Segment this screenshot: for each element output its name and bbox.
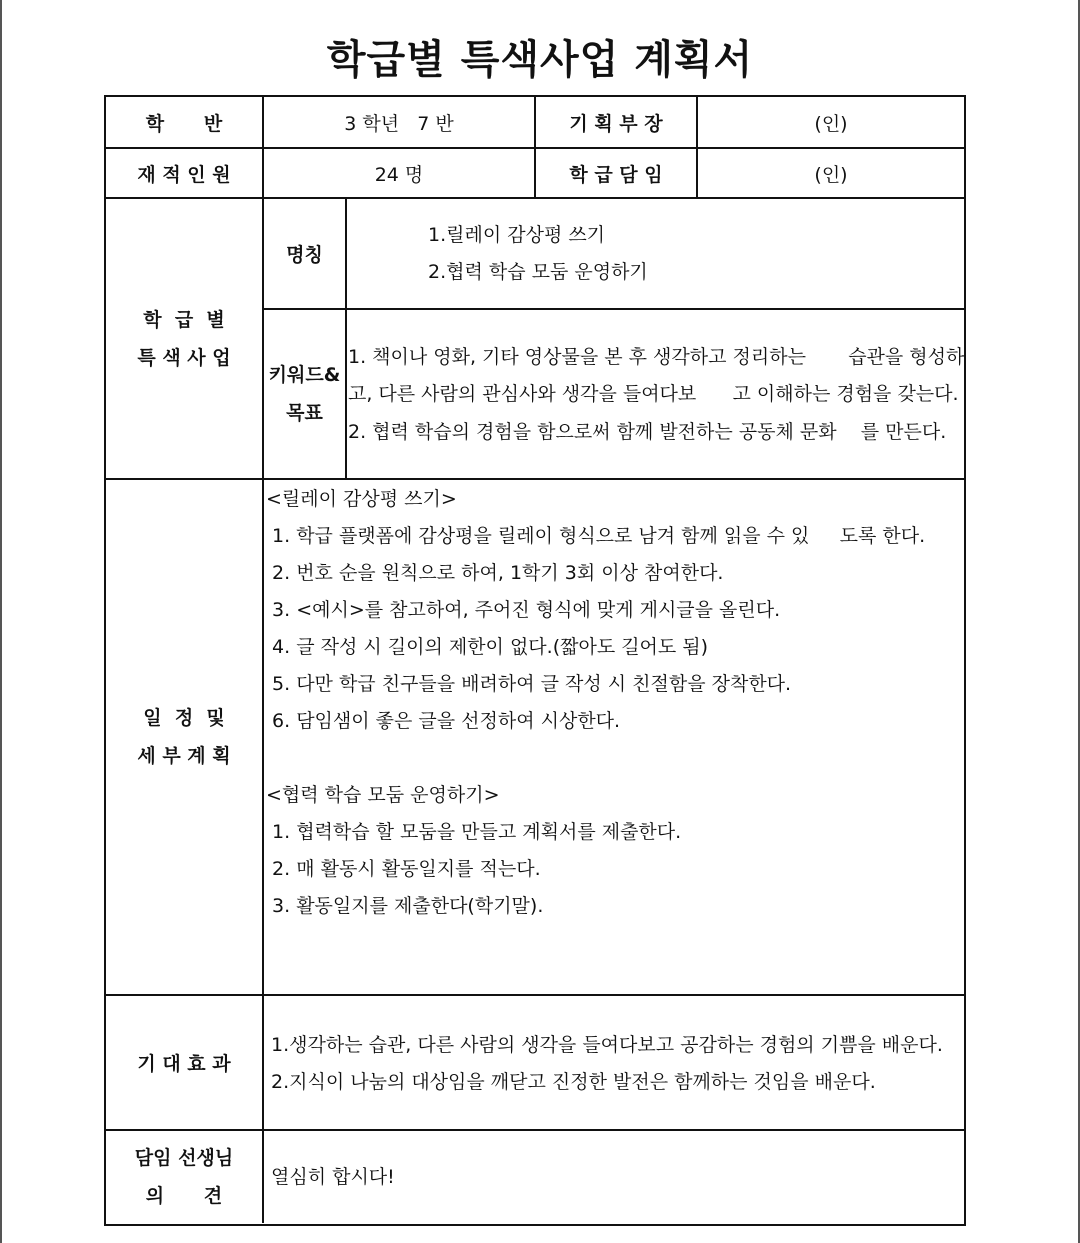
opinion-text: 열심히 합시다!	[271, 1166, 395, 1188]
keyword-label-line: 키워드&	[268, 364, 341, 386]
opinion-label	[106, 1131, 262, 1223]
effect-line: 1.생각하는 습관, 다른 사람의 생각을 들여다보고 공감하는 경험의 기쁨을 배운다.	[271, 1034, 943, 1056]
planner-seal: (인)	[814, 112, 848, 135]
class-label: 학 반	[145, 112, 223, 135]
schedule-label-line: 일 정 및	[143, 707, 225, 729]
goal-line: 1. 책이나 영화, 기타 영상물을 본 후 생각하고 정리하는 습관을 형성하	[348, 346, 965, 368]
goal-line: 2. 협력 학습의 경험을 함으로써 함께 발전하는 공동체 문화 를 만든다.	[348, 421, 947, 443]
opinion-label-line: 의 견	[145, 1185, 223, 1207]
keyword-label-line: 목표	[286, 402, 323, 424]
schedule-item: 1. 학급 플랫폼에 감상평을 릴레이 형식으로 남겨 함께 읽을 수 있 도록 한다.	[266, 525, 926, 547]
schedule-item: 3. <예시>를 참고하여, 주어진 형식에 맞게 게시글을 올린다.	[266, 599, 781, 621]
homeroom-label: 학 급 담 임	[569, 163, 663, 186]
left-border	[0, 0, 2, 1243]
project-name: 1.릴레이 감상평 쓰기	[428, 224, 606, 246]
project-name: 2.협력 학습 모둠 운영하기	[428, 261, 648, 283]
document-title: 학급별 특색사업 계획서	[326, 37, 754, 83]
goal-line: 고, 다른 사람의 관심사와 생각을 들여다보 고 이해하는 경험을 갖는다.	[348, 383, 959, 405]
plan-form-table	[104, 95, 966, 1226]
schedule-item: 2. 번호 순을 원칙으로 하여, 1학기 3회 이상 참여한다.	[266, 562, 724, 584]
schedule-label	[106, 480, 262, 994]
class-value: 3 학년 7 반	[344, 112, 454, 135]
keyword-goal-label	[264, 310, 345, 478]
opinion-label-line: 담임 선생님	[134, 1147, 234, 1169]
schedule-heading: <협력 학습 모둠 운영하기>	[266, 784, 500, 806]
project-label	[106, 199, 262, 478]
name-label: 명칭	[286, 244, 323, 266]
project-label-line: 특 색 사 업	[137, 346, 231, 369]
homeroom-seal: (인)	[814, 163, 848, 186]
schedule-heading: <릴레이 감상평 쓰기>	[266, 488, 457, 510]
col-divider	[345, 198, 347, 478]
planner-label: 기 획 부 장	[569, 112, 663, 135]
schedule-item: 3. 활동일지를 제출한다(학기말).	[266, 895, 544, 917]
schedule-item: 4. 글 작성 시 길이의 제한이 없다.(짧아도 길어도 됨)	[266, 636, 709, 658]
schedule-item: 2. 매 활동시 활동일지를 적는다.	[266, 858, 541, 880]
schedule-label-line: 세 부 계 획	[137, 745, 231, 767]
schedule-item: 5. 다만 학급 친구들을 배려하여 글 작성 시 친절함을 장착한다.	[266, 673, 792, 695]
project-label-line: 학 급 별	[143, 308, 225, 331]
enrollment-value: 24 명	[374, 163, 424, 186]
schedule-item: 6. 담임샘이 좋은 글을 선정하여 시상한다.	[266, 710, 621, 732]
schedule-item: 1. 협력학습 할 모둠을 만들고 계획서를 제출한다.	[266, 821, 682, 843]
effects-label: 기 대 효 과	[137, 1053, 231, 1075]
row-divider	[264, 308, 964, 310]
enrollment-label: 재 적 인 원	[137, 163, 231, 186]
effect-line: 2.지식이 나눔의 대상임을 깨닫고 진정한 발전은 함께하는 것임을 배운다.	[271, 1071, 876, 1093]
